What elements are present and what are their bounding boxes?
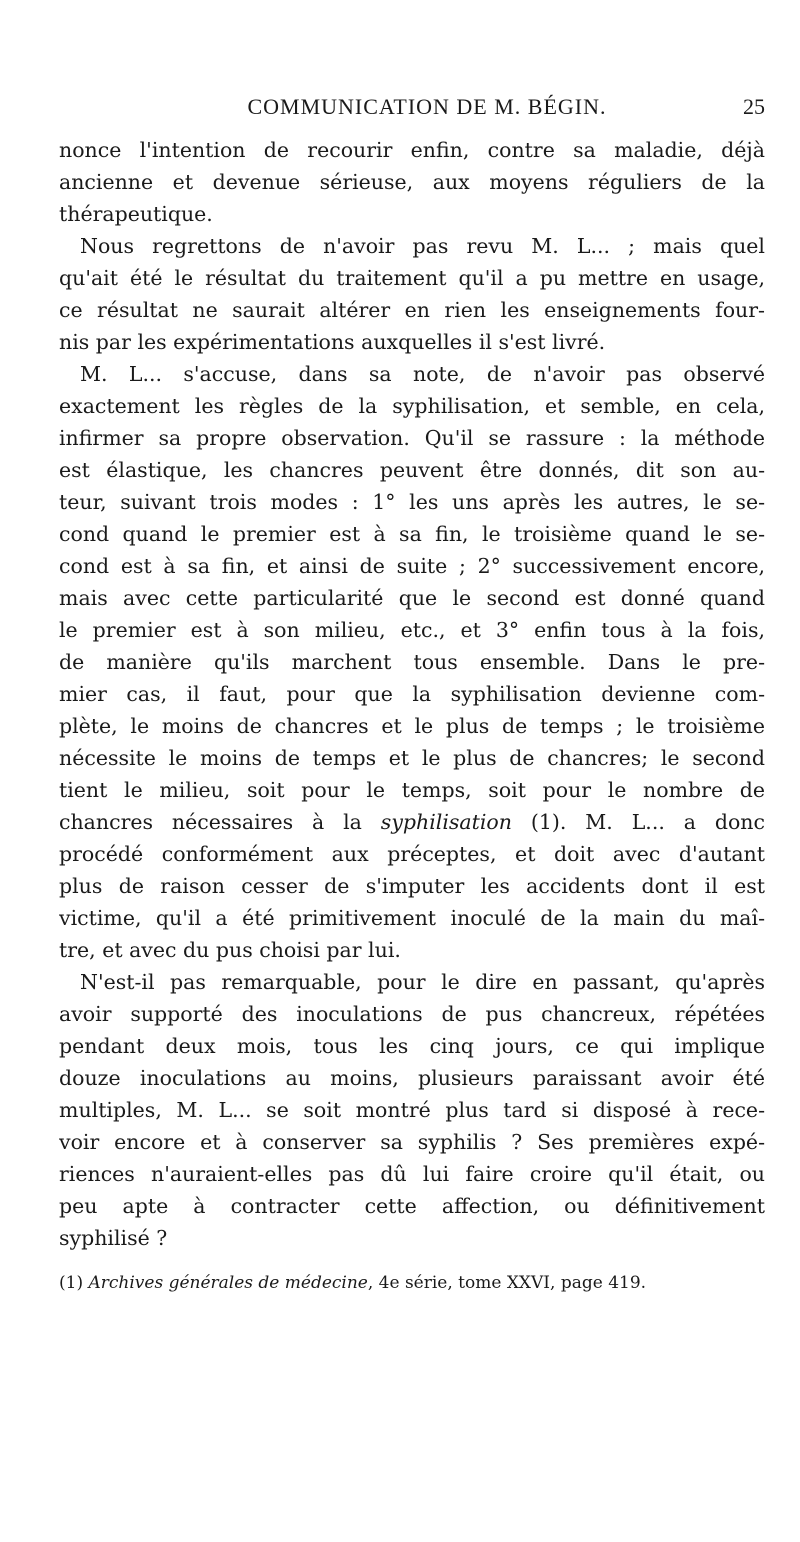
page-number: 25 [743,94,765,119]
italic-term: syphilisation [380,810,512,834]
text-line: le premier est à son milieu, etc., et 3° enfin tous à la fois, [59,618,765,642]
text-line: avoir supporté des inoculations de pus chancreux, répétées [59,1002,765,1026]
text-line: est élastique, les chancres peuvent être donnés, dit son au- [59,458,765,482]
book-page [59,94,765,1296]
text-line [59,806,765,838]
text-line: plète, le moins de chancres et le plus de temps ; le troisième [59,714,765,738]
text-line: N'est-il pas remarquable, pour le dire en passant, qu'après [80,970,765,994]
text-line: voir encore et à conserver sa syphilis ? Ses premières expé- [59,1130,765,1154]
text-line: mier cas, il faut, pour que la syphilisation devienne com- [59,682,765,706]
text-segment: chancres nécessaires à la [59,810,381,834]
text-line: nis par les expérimentations auxquelles il s'est livré. [59,330,606,354]
text-line: M. L... s'accuse, dans sa note, de n'avoir pas observé [80,362,765,386]
footnote-details: , 4e série, tome XXVI, page 419. [367,1273,647,1293]
text-line: multiples, M. L... se soit montré plus tard si disposé à rece- [59,1098,765,1122]
text-line: nonce l'intention de recourir enfin, contre sa maladie, déjà [59,138,765,162]
text-line: pendant deux mois, tous les cinq jours, ce qui implique [59,1034,765,1058]
text-segment: (1). M. L... a donc [511,810,765,834]
text-line: tre, et avec du pus choisi par lui. [59,938,401,962]
footnote-source: Archives générales de médecine [88,1273,368,1293]
running-title: COMMUNICATION DE M. BÉGIN. [247,94,607,119]
footnote-marker: (1) [59,1273,89,1293]
text-line: infirmer sa propre observation. Qu'il se rassure : la méthode [59,426,765,450]
text-line: thérapeutique. [59,202,213,226]
text-line: exactement les règles de la syphilisation, et semble, en cela, [59,394,765,418]
text-line: tient le milieu, soit pour le temps, soit pour le nombre de [59,778,765,802]
body-text [59,134,765,1254]
text-line: Nous regrettons de n'avoir pas revu M. L... ; mais quel [80,234,765,258]
text-line: syphilisé ? [59,1226,168,1250]
text-line: douze inoculations au moins, plusieurs paraissant avoir été [59,1066,765,1090]
text-line: riences n'auraient-elles pas dû lui faire croire qu'il était, ou [59,1162,765,1186]
text-line: ce résultat ne saurait altérer en rien les enseignements four- [59,298,765,322]
text-line: de manière qu'ils marchent tous ensemble. Dans le pre- [59,650,765,674]
text-line: victime, qu'il a été primitivement inoculé de la main du maî- [59,906,765,930]
text-line: procédé conformément aux préceptes, et doit avec d'autant [59,842,765,866]
text-line: ancienne et devenue sérieuse, aux moyens réguliers de la [59,170,765,194]
text-line: qu'ait été le résultat du traitement qu'il a pu mettre en usage, [59,266,765,290]
text-line: teur, suivant trois modes : 1° les uns après les autres, le se- [59,490,765,514]
text-line: nécessite le moins de temps et le plus de chancres; le second [59,746,765,770]
text-line: cond est à sa fin, et ainsi de suite ; 2° successivement encore, [59,554,765,578]
text-line: mais avec cette particularité que le second est donné quand [59,586,765,610]
text-line: plus de raison cesser de s'imputer les accidents dont il est [59,874,765,898]
footnote [59,1270,765,1296]
running-head [59,94,765,134]
text-line: cond quand le premier est à sa fin, le troisième quand le se- [59,522,765,546]
text-line: peu apte à contracter cette affection, ou définitivement [59,1194,765,1218]
